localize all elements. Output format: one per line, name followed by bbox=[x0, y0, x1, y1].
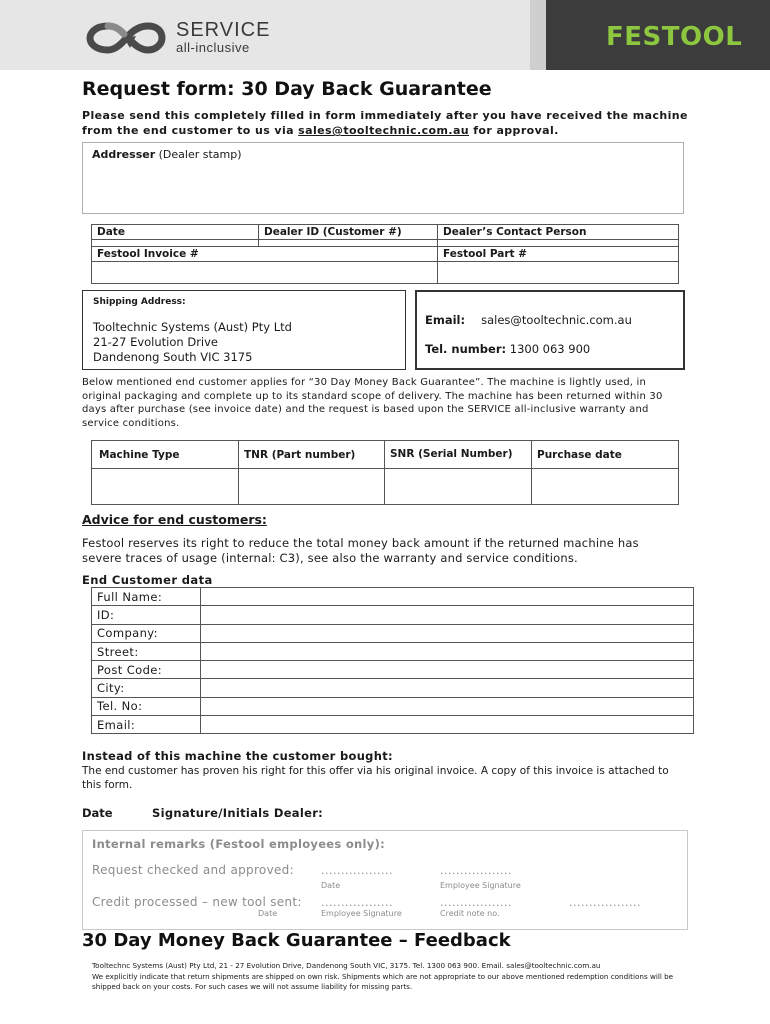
customer-post-code-input[interactable] bbox=[201, 661, 694, 679]
customer-field-label: Tel. No: bbox=[92, 697, 201, 715]
purchase-date-field[interactable] bbox=[532, 469, 679, 505]
infinity-arrow-icon bbox=[86, 20, 166, 56]
machine-table bbox=[91, 440, 679, 505]
festool-logo: FESTOOL bbox=[606, 22, 743, 52]
snr-field[interactable] bbox=[385, 469, 532, 505]
credit-employee-caption: Employee Signature bbox=[321, 909, 402, 918]
tnr-field[interactable] bbox=[239, 469, 385, 505]
credit-label: Credit processed – new tool sent: bbox=[92, 895, 302, 909]
intro-email-link[interactable]: sales@tooltechnic.com.au bbox=[298, 124, 470, 137]
dealer-contact-field[interactable] bbox=[438, 240, 679, 247]
service-title: SERVICE bbox=[176, 19, 271, 41]
advice-heading: Advice for end customers: bbox=[82, 512, 267, 527]
customer-tel-input[interactable] bbox=[201, 697, 694, 715]
signature-label: Signature/Initials Dealer: bbox=[152, 806, 324, 820]
dealer-contact-header: Dealer’s Contact Person bbox=[438, 225, 679, 240]
feedback-title: 30 Day Money Back Guarantee – Feedback bbox=[82, 930, 511, 951]
addresser-hint: (Dealer stamp) bbox=[158, 148, 242, 161]
advice-text: Festool reserves its right to reduce the total money back amount if the returned machine has severe traces of usage (internal: C3), see also the warranty and service conditions. bbox=[82, 536, 639, 565]
shipping-address bbox=[93, 320, 292, 365]
page-footer bbox=[92, 961, 692, 993]
approval-signature-caption: Employee Signature bbox=[440, 881, 521, 890]
approval-date-caption: Date bbox=[321, 881, 341, 890]
intro-before: Please send this completely filled in form immediately after you have received the machine from the end customer to us via bbox=[82, 109, 688, 137]
dealer-date-field[interactable] bbox=[92, 240, 259, 247]
instead-text: The end customer has proven his right for this offer via his original invoice. A copy of this invoice is attached to this form. bbox=[82, 765, 669, 791]
customer-field-label: ID: bbox=[92, 606, 201, 624]
service-subtitle: all-inclusive bbox=[176, 40, 250, 55]
intro-text bbox=[82, 108, 692, 138]
invoice-header: Festool Invoice # bbox=[92, 247, 438, 262]
guarantee-paragraph: Below mentioned end customer applies for “30 Day Money Back Guarantee”. The machine is lightly used, in original packaging and complete up to its standard scope of delivery. The machine has been returned within 30 days after purchase (see invoice date) and the request is based upon the SERVICE all-inclusive warranty and service conditions. bbox=[82, 377, 663, 429]
customer-field-label: City: bbox=[92, 679, 201, 697]
credit-extra-field[interactable]: .................. bbox=[569, 896, 641, 909]
customer-field-label: Street: bbox=[92, 642, 201, 660]
credit-note-caption: Credit note no. bbox=[440, 909, 500, 918]
addresser-label bbox=[92, 148, 242, 161]
machine-type-header: Machine Type bbox=[92, 441, 239, 469]
customer-city-input[interactable] bbox=[201, 679, 694, 697]
customer-email-input[interactable] bbox=[201, 716, 694, 734]
dealer-table bbox=[91, 224, 679, 284]
footer-line-2: We explicitly indicate that return shipments are shipped on own risk. Shipments which are not appropriate to our above mentioned redemption conditions will be shipped back on your costs. For such cases we will not assume liability for missing parts. bbox=[92, 971, 674, 991]
contact-email[interactable]: sales@tooltechnic.com.au bbox=[481, 313, 632, 327]
page-title: Request form: 30 Day Back Guarantee bbox=[82, 78, 492, 100]
credit-note-field[interactable]: .................. bbox=[440, 896, 512, 909]
contact-tel-row bbox=[425, 342, 590, 356]
part-field[interactable] bbox=[438, 262, 679, 284]
end-customer-table bbox=[91, 587, 694, 734]
approval-signature-field[interactable]: .................. bbox=[440, 864, 512, 877]
shipping-line-2: 21-27 Evolution Drive bbox=[93, 335, 219, 349]
customer-id-input[interactable] bbox=[201, 606, 694, 624]
instead-heading: Instead of this machine the customer bought: bbox=[82, 749, 393, 763]
credit-date-caption: Date bbox=[258, 909, 278, 918]
footer-line-1: Tooltechnc Systems (Aust) Pty Ltd, 21 - 27 Evolution Drive, Dandenong South VIC, 3175. Tel. 1300 063 900. Email. sales@tooltechnic.com.au bbox=[92, 961, 601, 970]
tel-label: Tel. number: bbox=[425, 342, 507, 356]
signature-date-label: Date bbox=[82, 806, 113, 820]
intro-after: for approval. bbox=[469, 124, 559, 137]
shipping-line-1: Tooltechnic Systems (Aust) Pty Ltd bbox=[93, 320, 292, 334]
shipping-address-box bbox=[82, 290, 406, 370]
customer-company-input[interactable] bbox=[201, 624, 694, 642]
credit-employee-field[interactable]: .................. bbox=[321, 896, 393, 909]
approval-date-field[interactable]: .................. bbox=[321, 864, 393, 877]
dealer-date-header: Date bbox=[92, 225, 259, 240]
tnr-header: TNR (Part number) bbox=[239, 441, 385, 469]
contact-tel: 1300 063 900 bbox=[509, 342, 591, 356]
end-customer-heading: End Customer data bbox=[82, 573, 213, 587]
internal-heading: Internal remarks (Festool employees only): bbox=[92, 837, 386, 851]
internal-remarks-box bbox=[82, 830, 688, 930]
email-label: Email: bbox=[425, 313, 466, 327]
customer-field-label: Post Code: bbox=[92, 661, 201, 679]
invoice-field[interactable] bbox=[92, 262, 438, 284]
shipping-heading: Shipping Address: bbox=[93, 297, 186, 307]
customer-field-label: Full Name: bbox=[92, 588, 201, 606]
customer-street-input[interactable] bbox=[201, 642, 694, 660]
part-header: Festool Part # bbox=[438, 247, 679, 262]
machine-type-field[interactable] bbox=[92, 469, 239, 505]
dealer-id-field[interactable] bbox=[259, 240, 438, 247]
header-divider bbox=[530, 0, 546, 70]
contact-email-row bbox=[425, 313, 632, 327]
approval-label: Request checked and approved: bbox=[92, 863, 294, 877]
shipping-line-3: Dandenong South VIC 3175 bbox=[93, 350, 253, 364]
customer-field-label: Email: bbox=[92, 716, 201, 734]
addresser-box[interactable] bbox=[82, 142, 684, 214]
dealer-id-header: Dealer ID (Customer #) bbox=[259, 225, 438, 240]
purchase-date-header: Purchase date bbox=[532, 441, 679, 469]
page-header bbox=[0, 0, 770, 70]
customer-full-name-input[interactable] bbox=[201, 588, 694, 606]
contact-box bbox=[415, 290, 685, 370]
customer-field-label: Company: bbox=[92, 624, 201, 642]
snr-header: SNR (Serial Number) bbox=[385, 441, 532, 469]
addresser-title: Addresser bbox=[92, 148, 156, 161]
